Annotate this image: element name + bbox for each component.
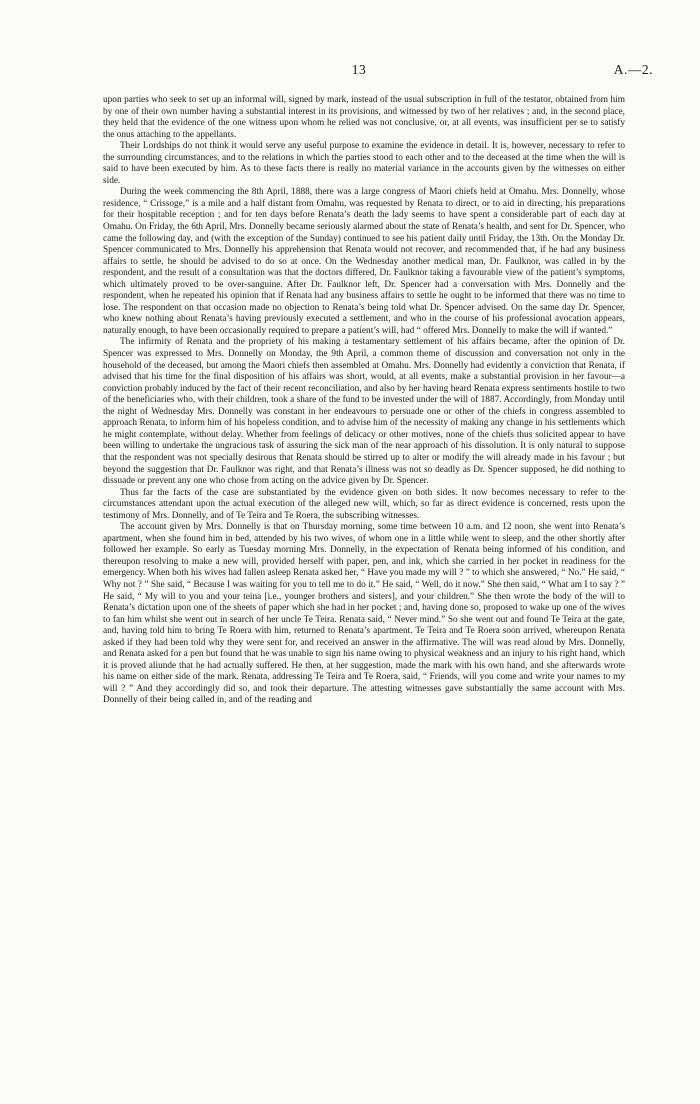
paragraph: upon parties who seek to set up an informal will, signed by mark, instead of the usual subscription in full of the testator, obtained from him by one of their own number having a substantial interest in its provisions, and witnessed by two of her relatives ; and, in the second place, they held that the evidence of the one witness upon whom he relied was not conclusive, or, at all events, was insufficient per se to satisfy the onus attaching to the appellants. xyxy=(103,95,625,140)
paragraph: During the week commencing the 8th April, 1888, there was a large congress of Maori chiefs held at Omahu. Mrs. Donnelly, whose residence, “ Crissoge,” is a mile and a half distant from Omahu, was requested by Renata to direct, or to aid in directing, his preparations for their hospitable reception ; and for ten days before Renata’s death the lady seems to have spent a considerable part of each day at Omahu. On Friday, the 6th April, Mrs. Donnelly became seriously alarmed about the state of Renata’s health, and sent for Dr. Spencer, who came the following day, and (with the exception of the Sunday) continued to see his patient daily until Friday, the 13th. On the Monday Dr. Spencer communicated to Mrs. Donnelly his apprehension that Renata would not recover, and recommended that, if he had any business affairs to settle, he should be advised to do so at once. On the Wednesday another medical man, Dr. Faulknor, was called in by the respondent, and the result of a consultation was that the doctors differed, Dr. Faulknor taking a favourable view of the patient’s symptoms, which ultimately proved to be over-sanguine. After Dr. Faulknor left, Dr. Spencer had a conversation with Mrs. Donnelly and the respondent, when he repeated his opinion that if Renata had any business affairs to settle he ought to be informed that there was no time to lose. The respondent on that occasion made no objection to Renata’s being told what Dr. Spencer advised. On the same day Dr. Spencer, who knew nothing about Renata’s having previously executed a settlement, and who in the course of his professional avocation appears, naturally enough, to have been occasionally required to prepare a patient’s will, had “ offered Mrs. Donnelly to make the will if wanted.” xyxy=(103,187,625,336)
paragraph: Thus far the facts of the case are substantiated by the evidence given on both sides. It now becomes necessary to refer to the circumstances attendant upon the actual execution of the alleged new will, which, so far as direct evidence is concerned, rests upon the testimony of Mrs. Donnelly, and of Te Teira and Te Roera, the subscribing witnesses. xyxy=(103,487,625,521)
paper-reference: A.—2. xyxy=(613,62,653,77)
paragraph: The account given by Mrs. Donnelly is that on Thursday morning, some time between 10 a.m. and 12 noon, she went into Renata’s apartment, when she found him in bed, attended by his two wives, of whom one in a little while went to sleep, and the other shortly after followed her example. So early as Tuesday morning Mrs. Donnelly, in the expectation of Renata being informed of his condition, and thereupon resolving to make a new will, provided herself with paper, pen, and ink, which she carried in her pocket in readiness for the emergency. When both his wives had fallen asleep Renata asked her, “ Have you made my will ? ” to which she answered, “ No.” He said, “ Why not ? ” She said, “ Because I was waiting for you to tell me to do it.” He said, “ Well, do it now.” She then said, “ What am I to say ? ” He said, “ My will to you and your teina [i.e., younger brothers and sisters], and your children.” She then wrote the body of the will to Renata’s dictation upon one of the sheets of paper which she had in her pocket ; and, having done so, proposed to wake up one of the wives to fan him whilst she went out in search of her uncle Te Teira. Renata said, “ Never mind.” So she went out and found Te Teira at the gate, and, having told him to bring Te Roera with him, returned to Renata’s apartment. Te Teira and Te Roera soon arrived, whereupon Renata asked if they had been told why they were sent for, and received an answer in the affirmative. The will was read aloud by Mrs. Donnelly, and Renata asked for a pen but found that he was unable to sign his name owing to physical weakness and an injury to his right hand, which it is proved aliunde that he had actually suffered. He then, at her suggestion, made the mark with his own hand, and she afterwards wrote his name on either side of the mark. Renata, addressing Te Teira and Te Roera, said, “ Friends, will you come and write your names to my will ? ” And they accordingly did so, and took their departure. The attesting witnesses gave substantially the same account with Mrs. Donnelly of their being called in, and of the reading and xyxy=(103,522,625,706)
document-body xyxy=(103,95,625,707)
paragraph: The infirmity of Renata and the propriety of his making a testamentary settlement of his affairs became, after the opinion of Dr. Spencer was expressed to Mrs. Donnelly on Monday, the 9th April, a common theme of discussion and conversation not only in the household of the deceased, but among the Maori chiefs then assembled at Omahu. Mrs. Donnelly had evidently a conviction that Renata, if advised that his time for the final disposition of his affairs was short, would, at all events, make a substantial provision in her favour—a conviction probably induced by the fact of their recent reconciliation, and also by her having heard Renata express sentiments hostile to two of the beneficiaries who, with their children, took a share of the fund to be invested under the will of 1887. Accordingly, from Monday until the night of Wednesday Mrs. Donnelly was constant in her endeavours to persuade one or other of the chiefs in congress assembled to approach Renata, to inform him of his hopeless condition, and to advise him of the necessity of making any change in his settlements which he might contemplate, without delay. Whether from feelings of delicacy or other motives, none of the chiefs thus solicited appear to have been willing to undertake the ungracious task of assuring the sick man of the near approach of his dissolution. It is only natural to suppose that the respondent was not specially desirous that Renata should be stirred up to alter or modify the will already made in his favour ; but beyond the suggestion that Dr. Faulknor was right, and that Renata’s illness was not so deadly as Dr. Spencer supposed, he did nothing to dissuade or prevent any one who chose from acting on the advice given by Dr. Spencer. xyxy=(103,337,625,487)
paragraph: Their Lordships do not think it would serve any useful purpose to examine the evidence in detail. It is, however, necessary to refer to the surrounding circumstances, and to the relations in which the parties stood to each other and to the deceased at the time when the will is said to have been executed by him. As to these facts there is really no material variance in the accounts given by the witnesses on either side. xyxy=(103,141,625,186)
page-header xyxy=(100,62,653,82)
page-number: 13 xyxy=(351,62,367,77)
